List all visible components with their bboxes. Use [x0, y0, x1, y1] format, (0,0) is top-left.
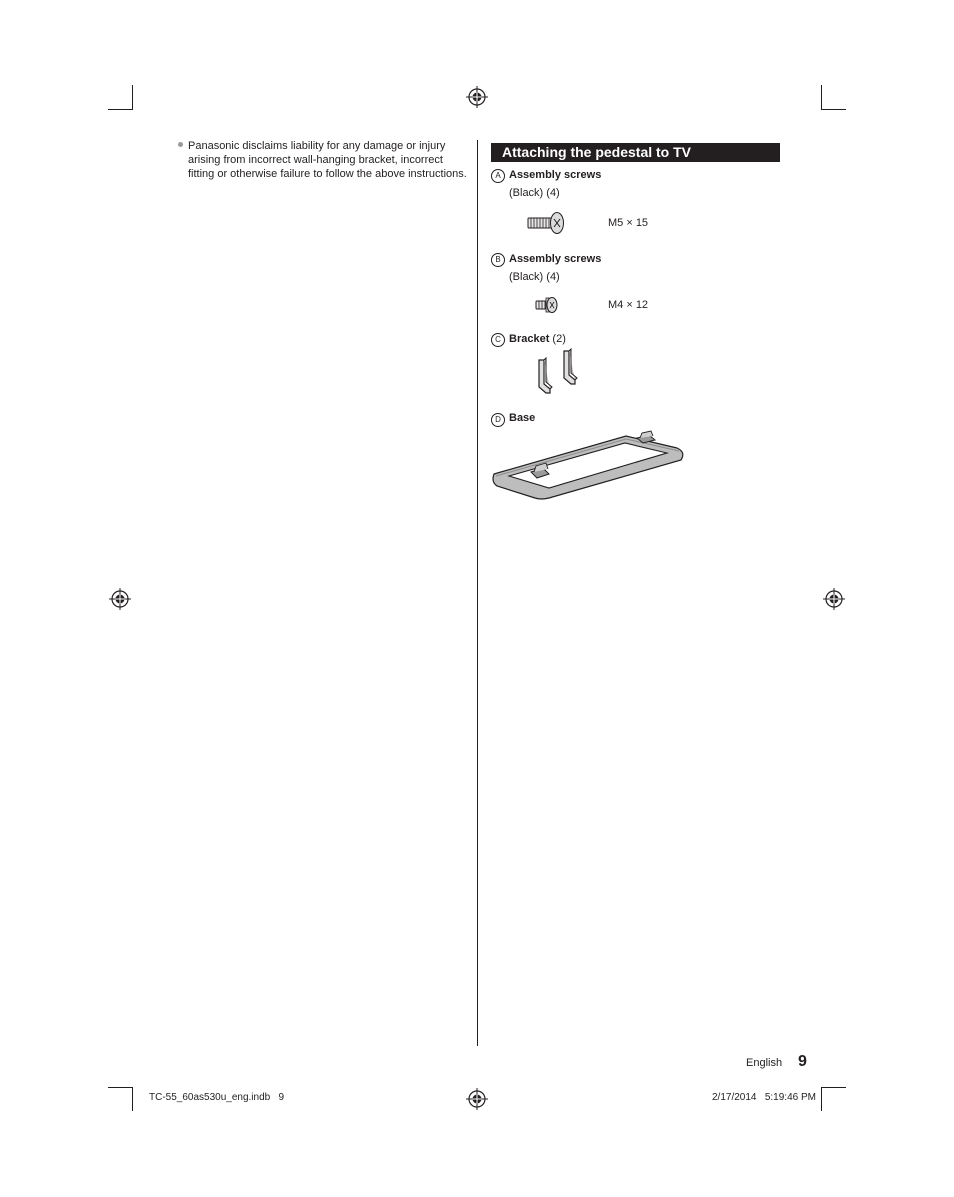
- item-c-label: Bracket: [509, 333, 550, 345]
- crop-mark-top-left-v: [132, 85, 133, 109]
- crop-mark-top-right-v: [821, 85, 822, 109]
- column-divider: [477, 140, 478, 1046]
- item-letter-a: A: [491, 169, 505, 183]
- crop-mark-bottom-right-h: [821, 1087, 846, 1088]
- crop-mark-bottom-right-v: [821, 1087, 822, 1111]
- crop-mark-bottom-left-h: [108, 1087, 133, 1088]
- item-c-label-row: [509, 333, 566, 345]
- item-b-detail: (Black) (4): [509, 271, 560, 283]
- item-a-label: Assembly screws: [509, 169, 602, 181]
- item-a-detail: (Black) (4): [509, 187, 560, 199]
- item-b-spec: M4 × 12: [608, 299, 649, 311]
- page-number: 9: [798, 1053, 807, 1070]
- item-letter-b: B: [491, 253, 505, 267]
- base-stand-icon: [491, 430, 689, 502]
- section-heading: Attaching the pedestal to TV: [491, 143, 780, 162]
- registration-mark-icon: [466, 86, 488, 108]
- footer-file-name: TC-55_60as530u_eng.indb 9: [149, 1092, 285, 1103]
- bullet-icon: [178, 142, 183, 147]
- item-letter-c: C: [491, 333, 505, 347]
- item-letter-d: D: [491, 413, 505, 427]
- registration-mark-icon: [466, 1088, 488, 1110]
- item-c-detail: (2): [552, 333, 566, 345]
- registration-mark-icon: [109, 588, 131, 610]
- item-d-label: Base: [509, 412, 536, 424]
- footer-language: English: [746, 1057, 783, 1069]
- item-b-label: Assembly screws: [509, 253, 602, 265]
- bracket-icon: [530, 348, 582, 396]
- registration-mark-icon: [823, 588, 845, 610]
- item-a-spec: M5 × 15: [608, 217, 649, 229]
- footer-timestamp: 2/17/2014 5:19:46 PM: [712, 1092, 816, 1103]
- crop-mark-top-left-h: [108, 109, 133, 110]
- screw-short-icon: [535, 296, 559, 314]
- crop-mark-bottom-left-v: [132, 1087, 133, 1111]
- disclaimer-note: Panasonic disclaims liability for any damage or injury arising from incorrect wall-hanging bracket, incorrect fitting or otherwise failure to follow the above instructions.: [188, 140, 467, 180]
- screw-long-icon: [527, 211, 565, 235]
- crop-mark-top-right-h: [821, 109, 846, 110]
